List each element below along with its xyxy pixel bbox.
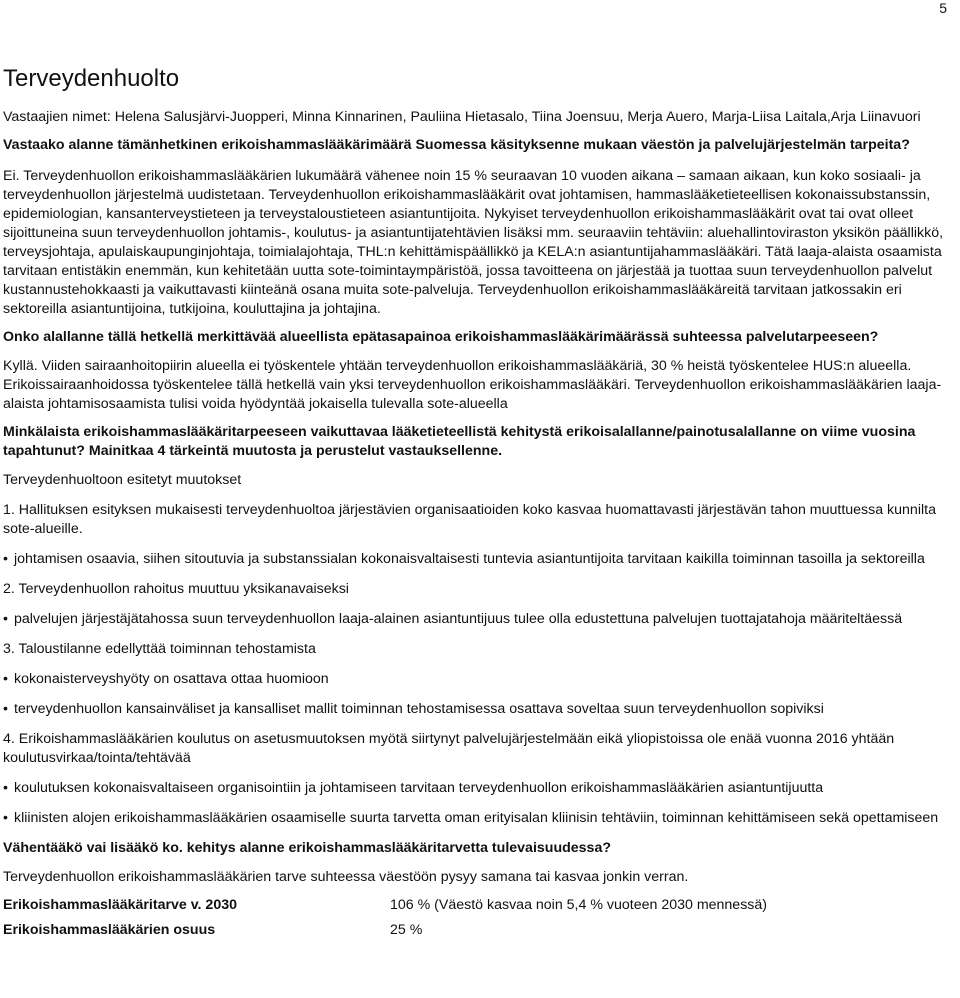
bullet-icon: • — [3, 780, 8, 796]
page-title: Terveydenhuolto — [3, 65, 180, 92]
share-label: Erikoishammaslääkärien osuus — [3, 922, 216, 938]
changes-list — [3, 501, 957, 828]
respondents-text: Vastaajien nimet: Helena Salusjärvi-Juopperi, Minna Kinnarinen, Pauliina Hietasalo, Tiina Joensuu, Merja Auero, Marja-Liisa Laitala,Arja Liinavuori — [3, 109, 921, 125]
bullet-text: terveydenhuollon kansainväliset ja kansalliset mallit toiminnan tehostamisessa osattava soveltaa suun terveydenhuollon sopiviksi — [13, 701, 824, 717]
change-item — [3, 730, 957, 828]
share-value: 25 % — [390, 922, 423, 938]
change-title: 3. Taloustilanne edellyttää toiminnan tehostamista — [3, 641, 316, 657]
question-3: Minkälaista erikoishammaslääkäritarpeeseen vaikuttavaa lääketieteellistä kehitystä erikoisalallanne/painotusalallanne on viime vuosina tapahtunut? Mainitkaa 4 tärkeintä muutosta ja perustelut vastauksellenne. — [3, 424, 916, 459]
forecast-label: Erikoishammaslääkäritarve v. 2030 — [3, 897, 237, 913]
bullet-text: kliinisten alojen erikoishammaslääkärien osaamiselle suurta tarvetta oman erityisalan kliinisin tehtäviin, toiminnan kehittämiseen sekä opettamiseen — [13, 810, 939, 826]
answer-2: Kyllä. Viiden sairaanhoitopiirin alueella ei työskentele yhtään terveydenhuollon erikoishammaslääkäriä, 30 % heistä työskentelee HUS:n alueella. Erikoissairaanhoidossa työskentelee tällä hetkellä vain yksi terveydenhuollon erikoishammaslääkäri. Terveydenhuollon erikoishammaslääkärien laaja-alaista johtamisosaamista tulisi voida hyödyntää jokaisella tulevalla sote-alueella — [3, 358, 942, 412]
bullet-text: kokonaisterveyshyöty on osattava ottaa huomioon — [13, 671, 329, 687]
change-title: 2. Terveydenhuollon rahoitus muuttuu yksikanavaiseksi — [3, 581, 349, 597]
bullet-icon: • — [3, 810, 8, 826]
bullet-text: johtamisen osaavia, siihen sitoutuvia ja substanssialan kokonaisvaltaisesti tuntevia asiantuntijoita tarvitaan kaikilla toiminnan tasoilla ja sektoreilla — [13, 551, 925, 567]
change-item — [3, 501, 957, 569]
change-bullet — [3, 700, 957, 719]
change-bullet — [3, 610, 957, 629]
changes-heading: Terveydenhuoltoon esitetyt muutokset — [3, 472, 242, 488]
change-item — [3, 580, 957, 629]
bullet-text: koulutuksen kokonaisvaltaiseen organisointiin ja johtamiseen tarvitaan terveydenhuollon erikoishammaslääkärien asiantuntijuutta — [13, 780, 824, 796]
change-bullet — [3, 809, 957, 828]
question-2: Onko alallanne tällä hetkellä merkittävää alueellista epätasapainoa erikoishammaslääkärimäärässä suhteessa palvelutarpeeseen? — [3, 329, 879, 345]
bullet-icon: • — [3, 551, 8, 567]
bullet-icon: • — [3, 611, 8, 627]
change-title: 4. Erikoishammaslääkärien koulutus on asetusmuutoksen myötä siirtynyt palvelujärjestelmään eikä yliopistoissa ole enää vuonna 2016 yhtään koulutusvirkaa/tointa/tehtävää — [3, 731, 895, 766]
answer-4: Terveydenhuollon erikoishammaslääkärien tarve suhteessa väestöön pysyy samana tai kasvaa jonkin verran. — [3, 869, 689, 885]
answer-1: Ei. Terveydenhuollon erikoishammaslääkärien lukumäärä vähenee noin 15 % seuraavan 10 vuoden aikana – samaan aikaan, kun koko sosiaali- ja terveydenhuollon järjestelmä uudistetaan. Terveydenhuollon erikoishammaslääkärit ovat johtamisen, hammaslääketieteellisen kokonaissubstanssin, epidemiologian, kansanterveystieteen ja terveystaloustieteen asiantuntijoita. Nykyiset terveydenhuollon erikoishammaslääkärit ovat tai ovat olleet sijoittuneina suun terveydenhuollon johtamis-, koulutus- ja asiantuntijatehtävien lisäksi mm. seuraaviin tehtäviin: aluehallintoviraston yksikön päällikkö, terveysjohtaja, apulaiskaupunginjohtaja, toimialajohtaja, THL:n kehittämispäällikkö ja KELA:n asiantuntijahammaslääkäri. Tätä laaja-alaista osaamista tarvitaan entistäkin enemmän, kun kehitetään uutta sote-toimintaympäristöä, jossa tavoitteena on järjestää ja tuottaa suun terveydenhuollon palvelut kustannustehokkaasti ja vaikuttavasti kiinteänä osana muita sote-palveluja. Terveydenhuollon erikoishammaslääkäreitä tarvitaan jatkossakin eri sektoreilla asiantuntijoina, tutkijoina, kouluttajina ja johtajina. — [3, 168, 944, 317]
forecast-row — [3, 896, 957, 915]
document-body — [3, 62, 957, 946]
page-number: 5 — [939, 0, 947, 16]
bullet-text: palvelujen järjestäjätahossa suun terveydenhuollon laaja-alainen asiantuntijuus tulee olla edustettuna palvelujen tuottajatahoja määriteltäessä — [13, 611, 903, 627]
bullet-icon: • — [3, 671, 8, 687]
question-1: Vastaako alanne tämänhetkinen erikoishammaslääkärimäärä Suomessa käsityksenne mukaan väestön ja palvelujärjestelmän tarpeita? — [3, 137, 910, 153]
forecast-value: 106 % (Väestö kasvaa noin 5,4 % vuoteen 2030 mennessä) — [390, 897, 768, 913]
change-item — [3, 640, 957, 719]
change-title: 1. Hallituksen esityksen mukaisesti terveydenhuoltoa järjestävien organisaatioiden koko kasvaa huomattavasti järjestävän tahon muuttuessa kunnilta sote-alueille. — [3, 502, 936, 537]
share-row — [3, 921, 957, 940]
bullet-icon: • — [3, 701, 8, 717]
change-bullet — [3, 779, 957, 798]
change-bullet — [3, 550, 957, 569]
change-bullet — [3, 670, 957, 689]
question-4: Vähentääkö vai lisääkö ko. kehitys alanne erikoishammaslääkäritarvetta tulevaisuudessa? — [3, 840, 611, 856]
